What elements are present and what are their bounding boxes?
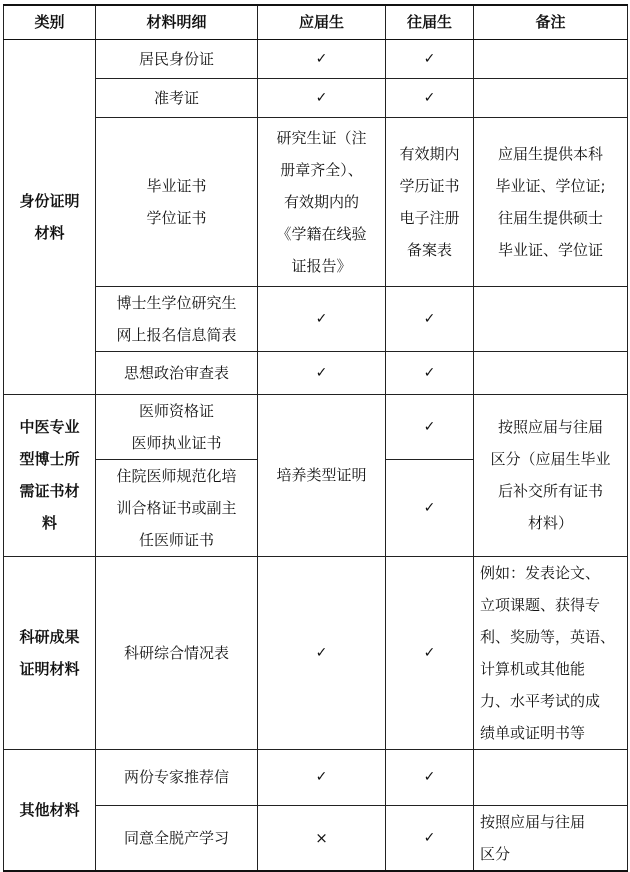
category-other: 其他材料: [4, 749, 96, 871]
text-line: 备案表: [406, 240, 452, 259]
text-line: 任医师证书: [138, 530, 214, 549]
text-line: 博士生学位研究生: [116, 293, 237, 312]
material-research-form: 科研综合情况表: [96, 556, 258, 749]
category-line: 材料: [34, 223, 65, 242]
category-line: 中医专业: [19, 418, 80, 436]
text-line: 按照应届与往届: [480, 812, 586, 831]
material-recommendation: 两份专家推荐信: [96, 749, 258, 805]
text-line: 力、水平考试的成: [480, 691, 601, 710]
diploma-note: [474, 117, 628, 286]
category-line: 证明材料: [19, 659, 80, 678]
material-diploma: [96, 117, 258, 286]
note-cell: [474, 286, 628, 351]
table-row: [4, 78, 628, 117]
category-line: 型博士所: [19, 450, 80, 468]
check-mark: ✓: [258, 286, 386, 351]
text-line: 绩单或证明书等: [480, 723, 586, 742]
check-mark: ✓: [258, 78, 386, 117]
text-line: 《学籍在线验: [276, 224, 367, 243]
check-mark: ✓: [386, 351, 474, 394]
text-line: 例如：发表论文、: [480, 563, 601, 582]
check-mark: ✓: [386, 39, 474, 78]
check-mark: ✓: [258, 39, 386, 78]
category-tcm: [4, 394, 96, 556]
cross-mark: ×: [258, 805, 386, 871]
check-mark: ✓: [386, 749, 474, 805]
check-mark: ✓: [258, 749, 386, 805]
check-mark: ✓: [258, 351, 386, 394]
table-row: [4, 805, 628, 871]
text-line: 区分: [480, 844, 511, 863]
note-cell: [474, 351, 628, 394]
check-mark: ✓: [386, 459, 474, 556]
text-line: 毕业证书: [146, 176, 207, 195]
header-category: 类别: [4, 5, 96, 39]
text-line: 医师资格证: [138, 401, 214, 420]
note-cell: [474, 78, 628, 117]
material-admission: 准考证: [96, 78, 258, 117]
category-research: [4, 556, 96, 749]
text-line: 学历证书: [399, 176, 460, 195]
check-mark: ✓: [258, 556, 386, 749]
check-mark: ✓: [386, 286, 474, 351]
text-line: 往届生提供硕士: [497, 208, 603, 227]
text-line: 区分（应届生毕业: [490, 450, 611, 468]
table-row: [4, 749, 628, 805]
materials-table: [3, 4, 628, 872]
category-line: 科研成果: [19, 627, 80, 646]
text-line: 利、奖励等，英语、: [480, 627, 616, 646]
table-row: [4, 286, 628, 351]
text-line: 应届生提供本科: [497, 144, 603, 163]
category-line: 需证书材: [19, 482, 80, 500]
text-line: 立项课题、获得专: [480, 595, 601, 614]
text-line: 册章齐全）、: [280, 160, 363, 179]
check-mark: ✓: [386, 78, 474, 117]
header-fresh: 应届生: [258, 5, 386, 39]
text-line: 按照应届与往届: [497, 418, 603, 436]
material-full-time-study: 同意全脱产学习: [96, 805, 258, 871]
text-line: 医师执业证书: [131, 433, 222, 452]
text-line: 训合格证书或副主: [116, 498, 237, 517]
header-notes: 备注: [474, 5, 628, 39]
text-line: 网上报名信息简表: [116, 325, 237, 344]
check-mark: ✓: [386, 556, 474, 749]
category-line: 身份证明: [19, 191, 80, 210]
header-past: 往届生: [386, 5, 474, 39]
table-row: [4, 117, 628, 286]
fresh-training-type: 培养类型证明: [258, 394, 386, 556]
full-time-note: [474, 805, 628, 871]
material-physician-certificates: [96, 394, 258, 459]
check-mark: ✓: [386, 805, 474, 871]
table-row: [4, 39, 628, 78]
table-row: [4, 556, 628, 749]
table-row: [4, 394, 628, 459]
text-line: 学位证书: [146, 208, 207, 227]
past-diploma-requirement: [386, 117, 474, 286]
material-phd-online-form: [96, 286, 258, 351]
note-cell: [474, 39, 628, 78]
category-line: 料: [41, 514, 57, 532]
material-residency-training: [96, 459, 258, 556]
header-material: 材料明细: [96, 5, 258, 39]
text-line: 证报告》: [291, 256, 352, 275]
text-line: 电子注册: [399, 208, 460, 227]
text-line: 毕业证、学位证: [497, 240, 603, 259]
research-note: [474, 556, 628, 749]
material-political-review: 思想政治审查表: [96, 351, 258, 394]
check-mark: ✓: [386, 394, 474, 459]
text-line: 计算机或其他能: [480, 659, 586, 678]
text-line: 研究生证（注: [276, 128, 367, 147]
category-identity: [4, 39, 96, 394]
text-line: 住院医师规范化培: [116, 466, 237, 485]
material-id-card: 居民身份证: [96, 39, 258, 78]
text-line: 毕业证、学位证;: [495, 176, 606, 195]
text-line: 材料）: [527, 514, 573, 532]
note-cell: [474, 749, 628, 805]
text-line: 有效期内: [399, 144, 460, 163]
tcm-note: [474, 394, 628, 556]
header-row: [4, 5, 628, 39]
fresh-diploma-requirement: [258, 117, 386, 286]
text-line: 后补交所有证书: [497, 482, 603, 500]
text-line: 有效期内的: [283, 192, 359, 211]
table-row: [4, 351, 628, 394]
